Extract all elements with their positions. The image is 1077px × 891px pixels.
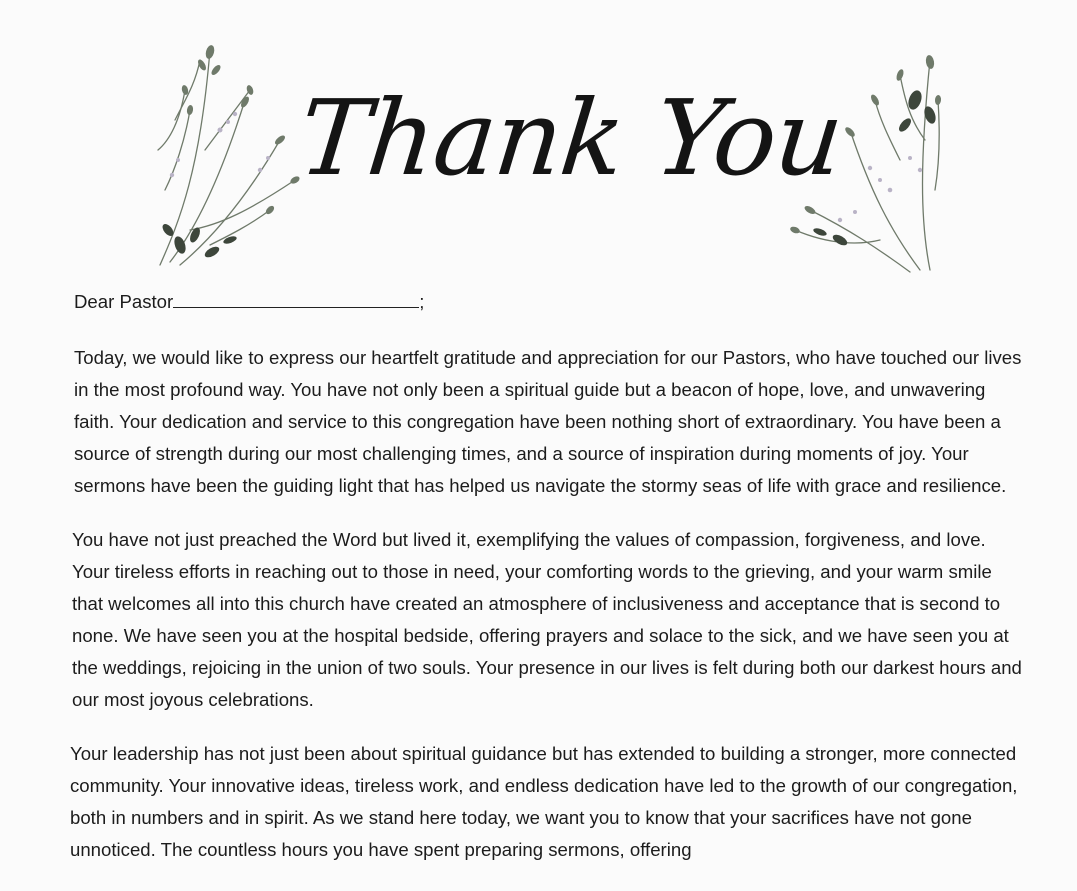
salutation-punctuation: ;: [419, 291, 425, 312]
salutation: [74, 286, 1025, 318]
header: [0, 0, 1077, 275]
page-title: Thank You: [293, 77, 849, 199]
paragraph-2: You have not just preached the Word but lived it, exemplifying the values of compassion, forgiveness, and love. Your tireless efforts in reaching out to those in need, your comforting words to the grieving, and your warm smile that welcomes all into this church have created an atmosphere of inclusiveness and acceptance that is second to none. We have seen you at the hospital bedside, offering prayers and solace to the sick, and we have seen you at the weddings, rejoicing in the union of two souls. Your presence in our lives is felt during both our darkest hours and our most joyous celebrations.: [72, 529, 1022, 710]
floral-sprig-left-icon: [150, 30, 310, 270]
paragraph-1: Today, we would like to express our heartfelt gratitude and appreciation for our Pastors, who have touched our lives in the most profound way. You have not only been a spiritual guide but a beacon of hope, love, and unwavering faith. Your dedication and service to this congregation have been nothing short of extraordinary. You have been a source of strength during our most challenging times, and a source of inspiration during moments of joy. Your sermons have been the guiding light that has helped us navigate the stormy seas of life with grace and resilience.: [74, 347, 1022, 496]
letter-body: [70, 286, 1025, 888]
floral-sprig-right-icon: [780, 40, 950, 275]
salutation-text: Dear Pastor: [74, 291, 174, 312]
paragraph-3: Your leadership has not just been about spiritual guidance but has extended to building a stronger, more connected community. Your innovative ideas, tireless work, and endless dedication have led to the growth of our congregation, both in numbers and in spirit. As we stand here today, we want you to know that your sacrifices have not gone unnoticed. The countless hours you have spent preparing sermons, offering: [70, 743, 1018, 860]
name-blank-line: [173, 289, 419, 308]
